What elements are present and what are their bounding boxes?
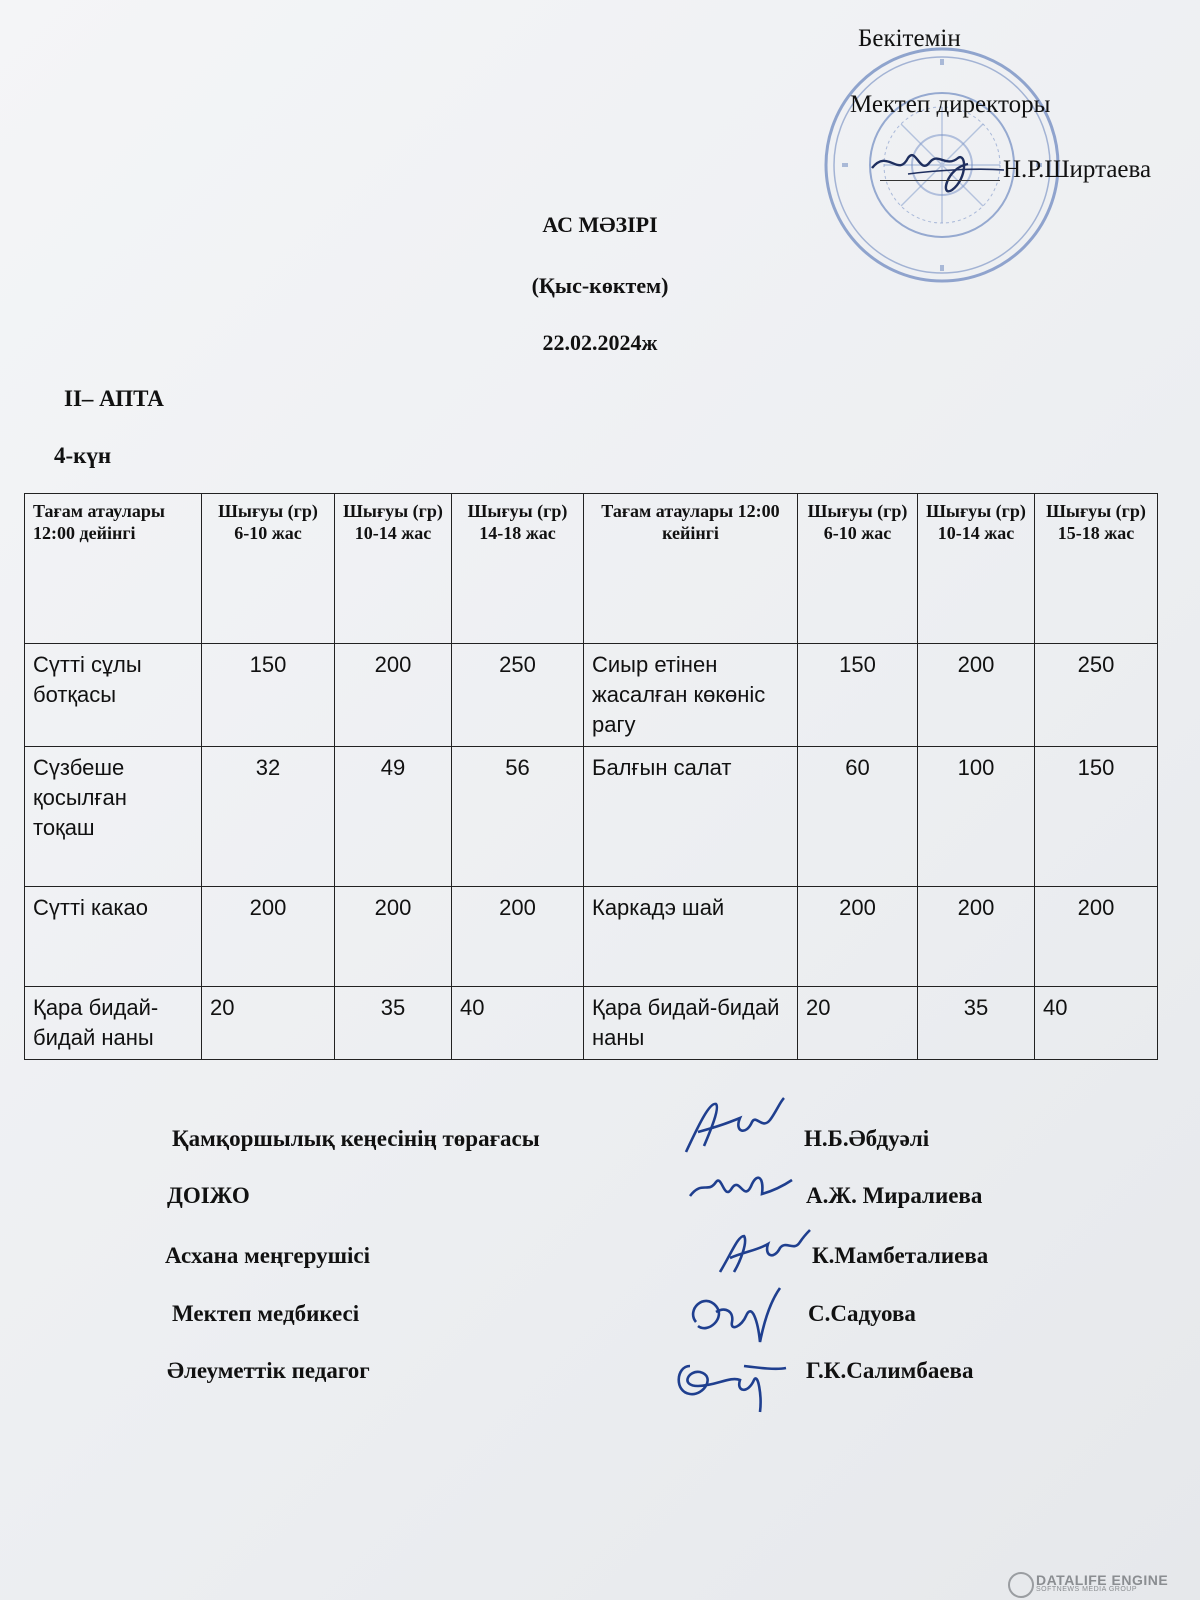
portion-cell: 150 (202, 644, 335, 747)
director-title: Мектеп директоры (850, 91, 1051, 118)
portion-cell: 200 (918, 644, 1035, 747)
portion-cell: 250 (1035, 644, 1158, 747)
week-label: ІІ– АПТА (64, 386, 164, 411)
dish-name: Каркадэ шай (584, 887, 798, 987)
signatory-role: Асхана меңгерушісі (165, 1243, 371, 1268)
signature (686, 1282, 786, 1354)
watermark-icon (1008, 1572, 1034, 1598)
signatory-name: Н.Б.Әбдуәлі (804, 1126, 930, 1151)
director-name: Н.Р.Ширтаева (1003, 156, 1152, 183)
dish-name: Сүтті сұлы ботқасы (25, 644, 202, 747)
season-label: (Қыс-көктем) (531, 273, 669, 298)
portion-cell: 100 (918, 747, 1035, 887)
col-header: Шығуы (гр) 10-14 жас (918, 494, 1035, 644)
watermark-logo (1036, 1572, 1168, 1593)
dish-name: Балғын салат (584, 747, 798, 887)
menu-date: 22.02.2024ж (542, 330, 658, 355)
col-header: Шығуы (гр) 6-10 жас (798, 494, 918, 644)
signature (680, 1092, 790, 1162)
watermark-tagline: SOFTNEWS MEDIA GROUP (1036, 1586, 1138, 1593)
portion-cell: 35 (335, 987, 452, 1060)
day-label: 4-күн (54, 443, 112, 468)
portion-cell: 49 (335, 747, 452, 887)
approval-label: Бекітемін (858, 25, 961, 52)
portion-cell: 200 (335, 644, 452, 747)
portion-cell: 40 (452, 987, 584, 1060)
signatory-role: Әлеуметтік педагог (167, 1358, 370, 1383)
signature-line (880, 180, 1000, 181)
table-header-row (25, 494, 1158, 644)
portion-cell: 56 (452, 747, 584, 887)
portion-cell: 40 (1035, 987, 1158, 1060)
table-row (25, 987, 1158, 1060)
col-header: Тағам атаулары 12:00 дейінгі (25, 494, 202, 644)
signatory-name: А.Ж. Миралиева (806, 1183, 983, 1208)
dish-name: Сиыр етінен жасалған көкөніс рагу (584, 644, 798, 747)
signatory-role: ДОІЖО (167, 1183, 250, 1208)
page-title: АС МӘЗІРІ (542, 212, 658, 237)
col-header: Шығуы (гр) 15-18 жас (1035, 494, 1158, 644)
portion-cell: 200 (452, 887, 584, 987)
table-row (25, 747, 1158, 887)
signature (686, 1160, 796, 1220)
signatory-role: Мектеп медбикесі (172, 1301, 360, 1326)
portion-cell: 200 (918, 887, 1035, 987)
dish-name: Қара бидай-бидай наны (584, 987, 798, 1060)
portion-cell: 250 (452, 644, 584, 747)
signatory-role: Қамқоршылық кеңесінің төрағасы (172, 1126, 540, 1151)
watermark-brand: DATALIFE ENGINE (1036, 1572, 1169, 1588)
portion-cell: 60 (798, 747, 918, 887)
portion-cell: 200 (335, 887, 452, 987)
table-row (25, 644, 1158, 747)
director-signature (868, 138, 1008, 208)
signature (670, 1346, 790, 1418)
portion-cell: 200 (1035, 887, 1158, 987)
portion-cell: 32 (202, 747, 335, 887)
dish-name: Сүзбеше қосылған тоқаш (25, 747, 202, 887)
portion-cell: 20 (798, 987, 918, 1060)
portion-cell: 200 (798, 887, 918, 987)
portion-cell: 200 (202, 887, 335, 987)
signature (714, 1222, 814, 1282)
dish-name: Қара бидай-бидай наны (25, 987, 202, 1060)
portion-cell: 150 (798, 644, 918, 747)
col-header: Шығуы (гр) 10-14 жас (335, 494, 452, 644)
col-header: Тағам атаулары 12:00 кейінгі (584, 494, 798, 644)
table-row (25, 887, 1158, 987)
dish-name: Сүтті какао (25, 887, 202, 987)
col-header: Шығуы (гр) 14-18 жас (452, 494, 584, 644)
signatory-name: К.Мамбеталиева (812, 1243, 989, 1268)
signatory-name: Г.К.Салимбаева (806, 1358, 974, 1383)
signatory-name: С.Садуова (808, 1301, 916, 1326)
col-header: Шығуы (гр) 6-10 жас (202, 494, 335, 644)
portion-cell: 35 (918, 987, 1035, 1060)
menu-table (24, 493, 1158, 1060)
portion-cell: 150 (1035, 747, 1158, 887)
portion-cell: 20 (202, 987, 335, 1060)
